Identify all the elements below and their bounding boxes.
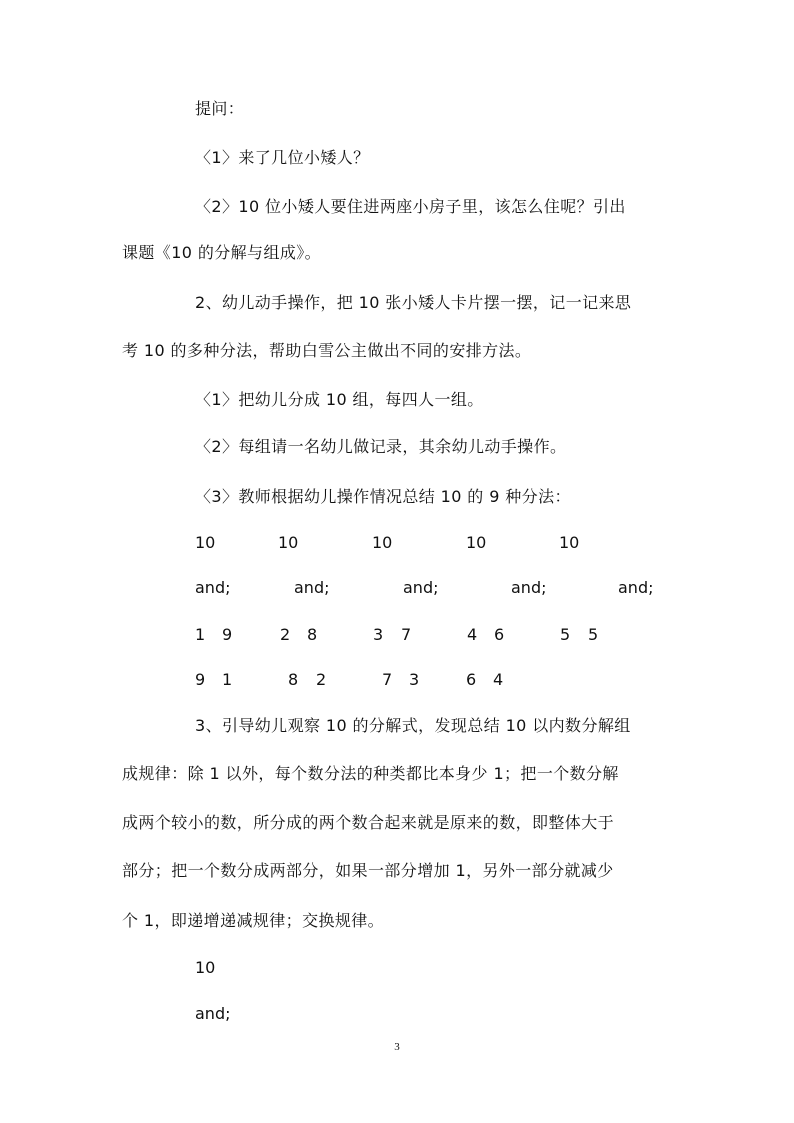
substep-1: 〈1〉把幼儿分成 10 组，每四人一组。 [195,390,484,409]
table-cell: 2 [316,670,327,689]
table-cell: 9 [222,625,233,644]
step-2-line-1: 2、幼儿动手操作，把 10 张小矮人卡片摆一摆，记一记来思 [195,293,632,312]
table-cell: 4 [467,625,478,644]
table-cell: 9 [195,670,206,689]
question-2-line-1: 〈2〉10 位小矮人要住进两座小房子里，该怎么住呢？引出 [195,197,626,216]
table-cell: 8 [307,625,318,644]
table-cell: and; [403,578,439,597]
step-3-line-1: 3、引导幼儿观察 10 的分解式，发现总结 10 以内数分解组 [195,716,631,735]
table-cell: and; [511,578,547,597]
substep-2: 〈2〉每组请一名幼儿做记录，其余幼儿动手操作。 [195,437,567,456]
table-cell: 4 [493,670,504,689]
step-3-line-3: 成两个较小的数，所分成的两个数合起来就是原来的数，即整体大于 [122,813,615,832]
table-cell: 10 [559,533,580,552]
prompt-heading: 提问： [195,99,245,118]
table-cell: 10 [278,533,299,552]
table-cell: 7 [401,625,412,644]
table-cell: and; [294,578,330,597]
question-1: 〈1〉来了几位小矮人？ [195,148,370,167]
table-cell: 10 [372,533,393,552]
table-cell: 6 [466,670,477,689]
step-3-line-5: 个 1，即递增递减规律；交换规律。 [122,911,385,930]
table-cell: 6 [494,625,505,644]
table-cell: 5 [588,625,599,644]
table-cell: 5 [560,625,571,644]
table-cell: 8 [288,670,299,689]
table-cell: 1 [222,670,233,689]
step-3-line-2: 成规律：除 1 以外，每个数分法的种类都比本身少 1；把一个数分解 [122,764,619,783]
table-cell: 2 [280,625,291,644]
trailing-and: and; [195,1004,231,1023]
substep-3: 〈3〉教师根据幼儿操作情况总结 10 的 9 种分法： [195,487,571,506]
table-cell: 10 [195,533,216,552]
question-2-line-2: 课题《10 的分解与组成》。 [122,243,322,262]
table-cell: 7 [382,670,393,689]
table-cell: and; [618,578,654,597]
step-2-line-2: 考 10 的多种分法，帮助白雪公主做出不同的安排方法。 [122,341,532,360]
step-3-line-4: 部分；把一个数分成两部分，如果一部分增加 1，另外一部分就减少 [122,861,614,880]
table-cell: 10 [466,533,487,552]
table-cell: 3 [409,670,420,689]
table-cell: 3 [373,625,384,644]
table-cell: and; [195,578,231,597]
table-cell: 1 [195,625,206,644]
trailing-number: 10 [195,958,216,977]
page-number: 3 [394,1041,400,1053]
